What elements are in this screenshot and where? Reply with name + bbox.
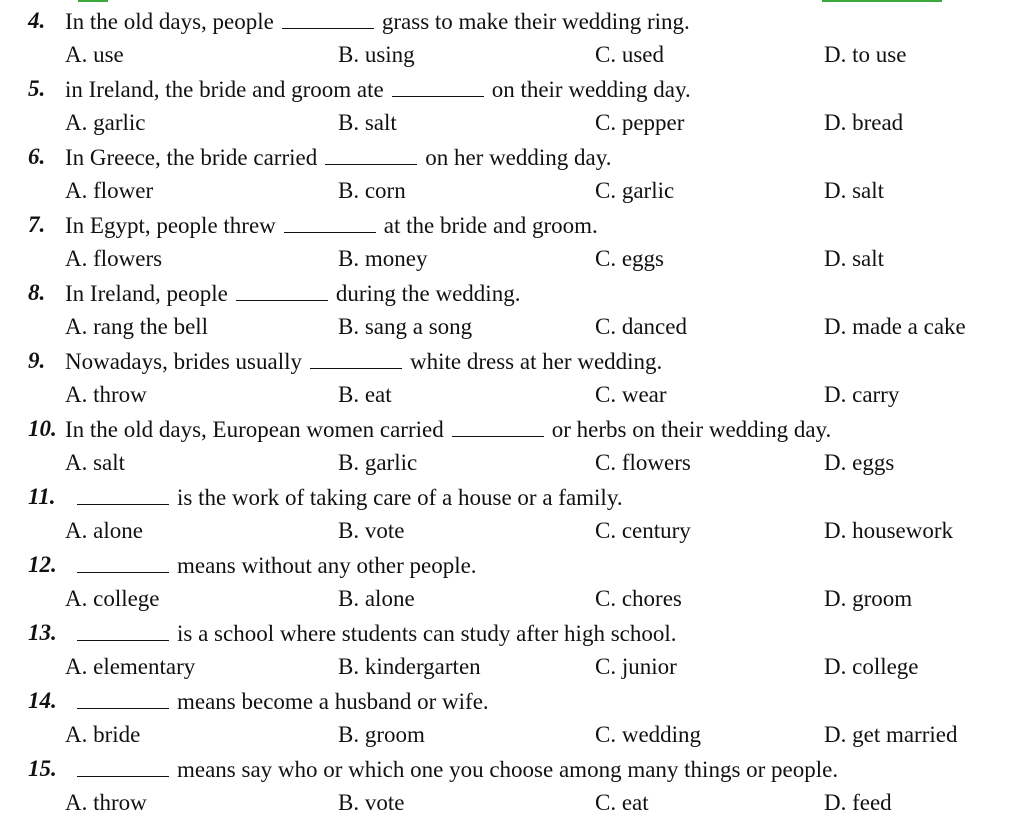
options-row xyxy=(0,652,1024,686)
option-a: A. flower xyxy=(65,178,154,203)
option-c: C. junior xyxy=(595,654,677,679)
question-text-before-blank: Nowadays, brides usually xyxy=(65,349,302,374)
answer-blank xyxy=(325,142,417,165)
option-a: A. flowers xyxy=(65,246,163,271)
question-text xyxy=(65,142,612,173)
question-text-after-blank: at the bride and groom. xyxy=(383,213,598,238)
option-a: A. bride xyxy=(65,722,141,747)
answer-blank xyxy=(77,686,169,709)
question-text-after-blank: white dress at her wedding. xyxy=(410,349,663,374)
option-a: A. rang the bell xyxy=(65,314,209,339)
option-c: C. flowers xyxy=(595,450,691,475)
question-line xyxy=(0,142,1024,176)
question-number: 10. xyxy=(28,416,57,441)
option-a: A. throw xyxy=(65,790,147,815)
option-c: C. eat xyxy=(595,790,649,815)
question-text-before-blank: In Egypt, people threw xyxy=(65,213,276,238)
question-line xyxy=(0,210,1024,244)
options-row xyxy=(0,788,1024,822)
option-b: B. using xyxy=(338,42,415,67)
option-b: B. vote xyxy=(338,518,405,543)
question-text-after-blank: means become a husband or wife. xyxy=(177,689,489,714)
option-b: B. vote xyxy=(338,790,405,815)
option-c: C. pepper xyxy=(595,110,685,135)
question-line xyxy=(0,278,1024,312)
option-a: A. alone xyxy=(65,518,143,543)
option-b: B. alone xyxy=(338,586,415,611)
question-text xyxy=(65,74,691,105)
option-b: B. corn xyxy=(338,178,406,203)
question-text xyxy=(65,618,677,649)
question-number: 4. xyxy=(28,8,46,33)
options-row xyxy=(0,720,1024,754)
question-number: 14. xyxy=(28,688,57,713)
question-number: 12. xyxy=(28,552,57,577)
answer-blank xyxy=(236,278,328,301)
option-c: C. wedding xyxy=(595,722,702,747)
question-text xyxy=(65,6,690,37)
question-text-after-blank: or herbs on their wedding day. xyxy=(551,417,832,442)
question-text xyxy=(65,414,831,445)
question-text-before-blank: in Ireland, the bride and groom ate xyxy=(65,77,384,102)
exercise-sheet xyxy=(0,6,1024,822)
question-text xyxy=(65,754,838,785)
options-row xyxy=(0,312,1024,346)
question-text-before-blank: In Greece, the bride carried xyxy=(65,145,318,170)
question-number: 5. xyxy=(28,76,46,101)
option-a: A. elementary xyxy=(65,654,196,679)
answer-blank xyxy=(77,482,169,505)
question-text-after-blank: means say who or which one you choose among many things or people. xyxy=(177,757,839,782)
answer-blank xyxy=(392,74,484,97)
question-number: 8. xyxy=(28,280,46,305)
question-text-before-blank: In the old days, European women carried xyxy=(65,417,444,442)
option-b: B. salt xyxy=(338,110,397,135)
option-b: B. money xyxy=(338,246,428,271)
options-row xyxy=(0,176,1024,210)
option-a: A. use xyxy=(65,42,124,67)
option-a: A. college xyxy=(65,586,160,611)
question-number: 7. xyxy=(28,212,46,237)
option-d: D. housework xyxy=(824,518,954,543)
question-line xyxy=(0,618,1024,652)
option-d: D. carry xyxy=(824,382,900,407)
question-text-after-blank: means without any other people. xyxy=(177,553,477,578)
question-text-after-blank: on her wedding day. xyxy=(425,145,612,170)
question-text xyxy=(65,550,477,581)
options-row xyxy=(0,516,1024,550)
question-text-after-blank: grass to make their wedding ring. xyxy=(381,9,690,34)
option-c: C. used xyxy=(595,42,664,67)
option-c: C. danced xyxy=(595,314,687,339)
option-b: B. garlic xyxy=(338,450,418,475)
option-b: B. eat xyxy=(338,382,392,407)
question-number: 11. xyxy=(28,484,56,509)
option-a: A. salt xyxy=(65,450,126,475)
question-text-after-blank: during the wedding. xyxy=(335,281,521,306)
question-line xyxy=(0,550,1024,584)
option-d: D. eggs xyxy=(824,450,895,475)
answer-blank xyxy=(284,210,376,233)
option-c: C. century xyxy=(595,518,691,543)
question-text-after-blank: on their wedding day. xyxy=(491,77,691,102)
question-text xyxy=(65,278,520,309)
option-a: A. throw xyxy=(65,382,147,407)
question-text-after-blank: is the work of taking care of a house or a family. xyxy=(177,485,623,510)
option-d: D. feed xyxy=(824,790,892,815)
question-line xyxy=(0,346,1024,380)
answer-blank xyxy=(77,754,169,777)
options-row xyxy=(0,244,1024,278)
question-line xyxy=(0,414,1024,448)
options-row xyxy=(0,448,1024,482)
answer-blank xyxy=(310,346,402,369)
option-d: D. college xyxy=(824,654,919,679)
option-c: C. garlic xyxy=(595,178,675,203)
option-d: D. made a cake xyxy=(824,314,966,339)
question-number: 15. xyxy=(28,756,57,781)
question-line xyxy=(0,754,1024,788)
option-b: B. sang a song xyxy=(338,314,473,339)
top-green-mark-right xyxy=(822,0,942,2)
option-d: D. groom xyxy=(824,586,913,611)
option-d: D. get married xyxy=(824,722,958,747)
options-row xyxy=(0,380,1024,414)
option-c: C. wear xyxy=(595,382,667,407)
question-number: 9. xyxy=(28,348,46,373)
options-row xyxy=(0,40,1024,74)
question-text xyxy=(65,686,489,717)
question-number: 13. xyxy=(28,620,57,645)
question-line xyxy=(0,482,1024,516)
question-line xyxy=(0,6,1024,40)
question-text xyxy=(65,210,598,241)
question-line xyxy=(0,686,1024,720)
option-b: B. kindergarten xyxy=(338,654,481,679)
option-d: D. to use xyxy=(824,42,907,67)
option-b: B. groom xyxy=(338,722,425,747)
option-c: C. chores xyxy=(595,586,682,611)
answer-blank xyxy=(77,550,169,573)
question-number: 6. xyxy=(28,144,46,169)
question-text xyxy=(65,482,623,513)
options-row xyxy=(0,108,1024,142)
question-text xyxy=(65,346,662,377)
question-text-before-blank: In Ireland, people xyxy=(65,281,228,306)
answer-blank xyxy=(77,618,169,641)
option-d: D. salt xyxy=(824,178,885,203)
answer-blank xyxy=(452,414,544,437)
question-text-before-blank: In the old days, people xyxy=(65,9,274,34)
top-green-mark-left xyxy=(78,0,108,2)
option-c: C. eggs xyxy=(595,246,664,271)
question-line xyxy=(0,74,1024,108)
option-d: D. salt xyxy=(824,246,885,271)
question-text-after-blank: is a school where students can study after high school. xyxy=(177,621,677,646)
option-d: D. bread xyxy=(824,110,904,135)
answer-blank xyxy=(282,6,374,29)
option-a: A. garlic xyxy=(65,110,146,135)
options-row xyxy=(0,584,1024,618)
